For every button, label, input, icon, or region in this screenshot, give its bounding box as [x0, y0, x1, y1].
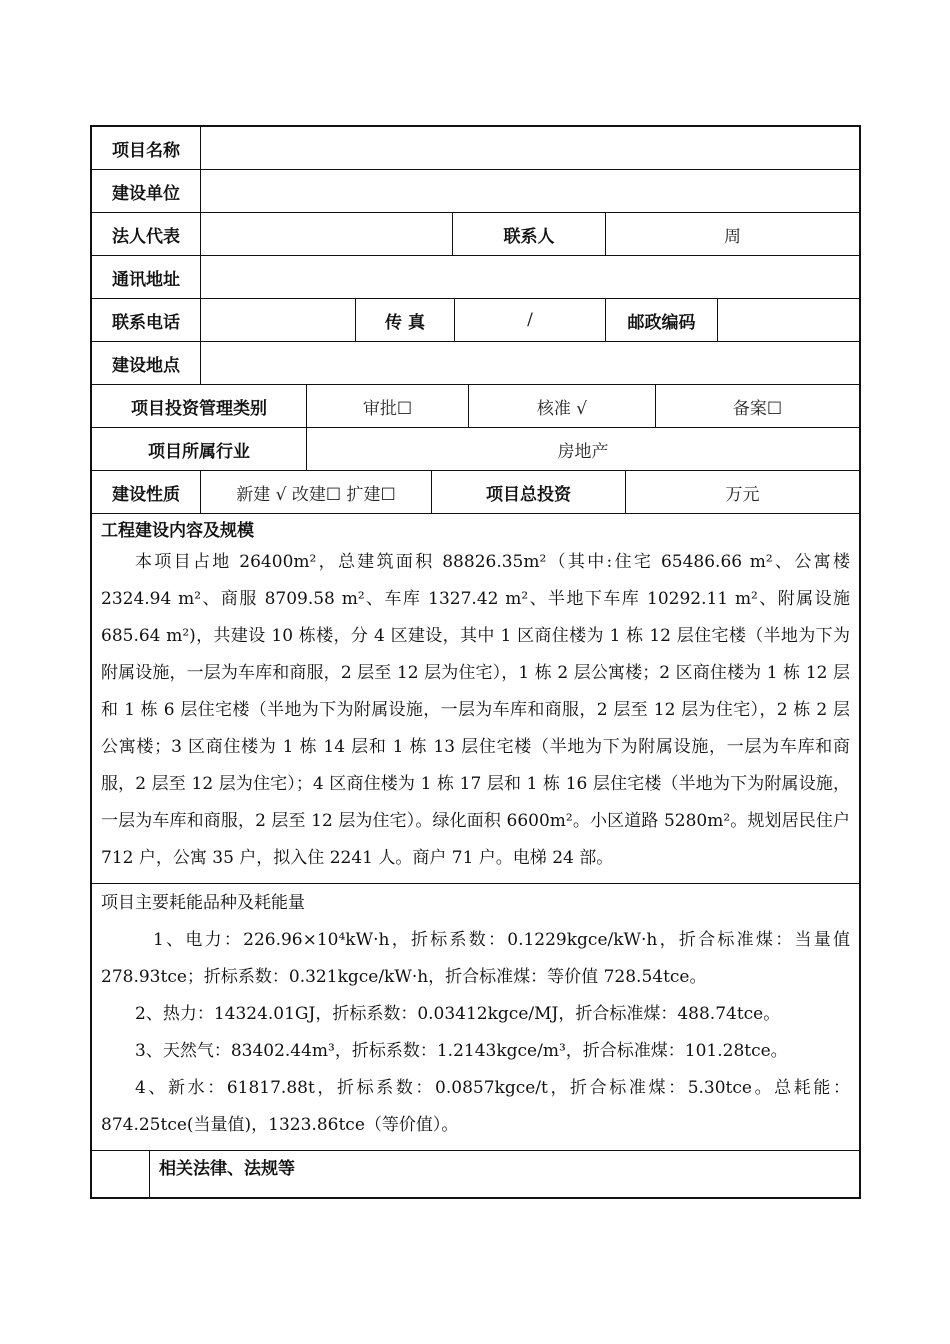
contact-label: 联系人 [453, 213, 606, 255]
invest-mgmt-verify-option[interactable]: 核准 √ [469, 385, 656, 427]
row-nature [92, 471, 859, 514]
postcode-label: 邮政编码 [606, 299, 718, 341]
legal-rep-label: 法人代表 [92, 213, 201, 255]
row-address [92, 256, 859, 299]
row-invest-mgmt [92, 385, 859, 428]
address-label: 通讯地址 [92, 256, 201, 298]
legal-rep-value[interactable] [201, 213, 453, 255]
row-site [92, 342, 859, 385]
fax-value[interactable]: / [455, 299, 606, 341]
laws-side-cell [92, 1151, 150, 1197]
invest-mgmt-record-option[interactable]: 备案☐ [732, 398, 783, 419]
laws-title: 相关法律、法规等 [159, 1159, 295, 1179]
scope-section [92, 514, 859, 883]
project-name-value[interactable] [201, 127, 859, 169]
scope-paragraph: 本项目占地 26400m²，总建筑面积 88826.35m²（其中:住宅 65486.66 m²、公寓楼 2324.94 m²、商服 8709.58 m²、车库 1327.42 m²、半地下车库 10292.11 m²、附属设施 685.64 m²)，共建设 10 栋楼，分 4 区建设，其中 1 区商住楼为 1 栋 12 层住宅楼（半地为下为附属设施，一层为车库和商服，2 层至 12 层为住宅），1 栋 2 层公寓楼；2 区商住楼为 1 栋 12 层和 1 栋 6 层住宅楼（半地为下为附属设施，一层为车库和商服，2 层至 12 层为住宅），2 栋 2 层公寓楼；3 区商住楼为 1 栋 14 层和 1 栋 13 层住宅楼（半地为下为附属设施，一层为车库和商服，2 层至 12 层为住宅）；4 区商住楼为 1 栋 17 层和 1 栋 16 层住宅楼（半地为下为附属设施，一层为车库和商服，2 层至 12 层为住宅）。绿化面积 6600m²。小区道路 5280m²。规划居民住户 712 户，公寓 35 户，拟入住 2241 人。商户 71 户。电梯 24 部。 [101, 552, 850, 868]
site-label: 建设地点 [92, 342, 201, 384]
phone-label: 联系电话 [92, 299, 201, 341]
total-invest-label: 项目总投资 [432, 471, 626, 513]
row-project-name [92, 127, 859, 170]
energy-item-electricity: 1、电力：226.96×10⁴kW·h，折标系数：0.1229kgce/kW·h，折合标准煤：当量值 278.93tce；折标系数：0.321kgce/kW·h，折合标准煤：等价值 728.54tce。 [101, 930, 850, 987]
scope-title: 工程建设内容及规模 [101, 521, 254, 541]
row-legal-rep [92, 213, 859, 256]
builder-label: 建设单位 [92, 170, 201, 212]
row-laws [92, 1151, 859, 1197]
industry-value[interactable]: 房地产 [557, 441, 609, 462]
nature-value[interactable]: 新建 √ 改建☐ 扩建☐ [201, 471, 432, 513]
energy-section [92, 884, 859, 1150]
postcode-value[interactable] [718, 299, 859, 341]
project-info-form [90, 125, 861, 1199]
energy-item-heat: 2、热力：14324.01GJ，折标系数：0.03412kgce/MJ，折合标准煤：488.74tce。 [135, 1004, 781, 1024]
phone-value[interactable] [201, 299, 356, 341]
site-value[interactable] [201, 342, 859, 384]
row-energy [92, 884, 859, 1151]
invest-mgmt-label: 项目投资管理类别 [92, 385, 307, 427]
contact-value[interactable]: 周 [724, 226, 741, 247]
project-name-label: 项目名称 [92, 127, 201, 169]
row-phone [92, 299, 859, 342]
industry-label: 项目所属行业 [92, 428, 307, 470]
row-industry [92, 428, 859, 471]
address-value[interactable] [201, 256, 859, 298]
energy-item-gas: 3、天然气：83402.44m³，折标系数：1.2143kgce/m³，折合标准煤：101.28tce。 [135, 1041, 788, 1061]
row-scope [92, 514, 859, 884]
nature-label: 建设性质 [92, 471, 201, 513]
invest-mgmt-approval-option[interactable]: 审批☐ [307, 385, 469, 427]
total-invest-value[interactable]: 万元 [725, 484, 760, 505]
builder-value[interactable] [201, 170, 859, 212]
energy-item-water: 4、新水：61817.88t，折标系数：0.0857kgce/t，折合标准煤：5.30tce。总耗能：874.25tce(当量值)，1323.86tce（等价值）。 [101, 1078, 850, 1135]
row-builder [92, 170, 859, 213]
energy-title: 项目主要耗能品种及耗能量 [101, 893, 305, 913]
fax-label: 传 真 [356, 299, 455, 341]
